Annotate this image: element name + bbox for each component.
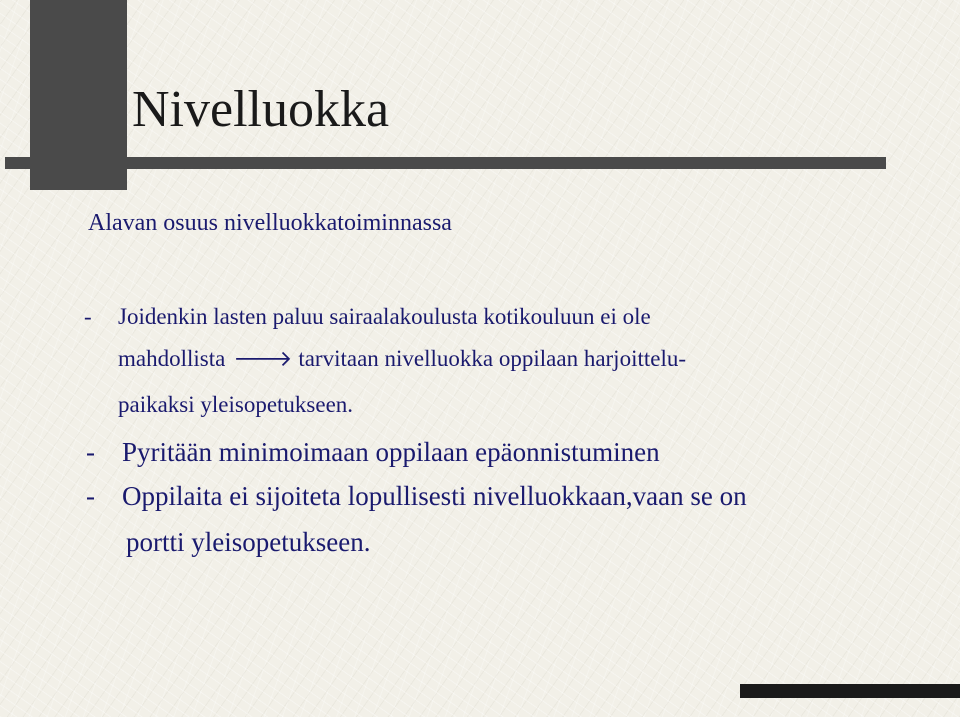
bullet-text: Oppilaita ei sijoiteta lopullisesti nivelluokkaan,vaan se on [122,481,747,511]
slide-title: Nivelluokka [132,81,390,138]
bullet-text: Pyritään minimoimaan oppilaan epäonnistuminen [122,437,660,467]
title-rule [5,157,886,169]
bullet-text: Joidenkin lasten paluu sairaalakoulusta kotikouluun ei ole [118,304,651,329]
bullet-item-3-line-1 [86,481,747,512]
slide-subtitle: Alavan osuus nivelluokkatoiminnassa [88,210,452,236]
right-arrow-icon: 🡒 [233,347,293,372]
bullet-item-1-line-1 [84,304,651,330]
bullet-text: mahdollista [118,346,226,371]
bullet-dash: - [86,481,95,511]
bullet-item-1-line-2 [118,346,686,372]
bullet-item-2 [86,437,660,468]
bullet-text: portti yleisopetukseen. [126,527,371,557]
bullet-dash: - [84,304,92,329]
bullet-text: paikaksi yleisopetukseen. [118,392,354,417]
bullet-text: tarvitaan nivelluokka oppilaan harjoittelu- [298,346,687,371]
bullet-dash: - [86,437,95,467]
bullet-item-1-line-3 [118,392,353,418]
bullet-item-3-line-2 [126,527,370,558]
footer-bar [740,684,960,698]
